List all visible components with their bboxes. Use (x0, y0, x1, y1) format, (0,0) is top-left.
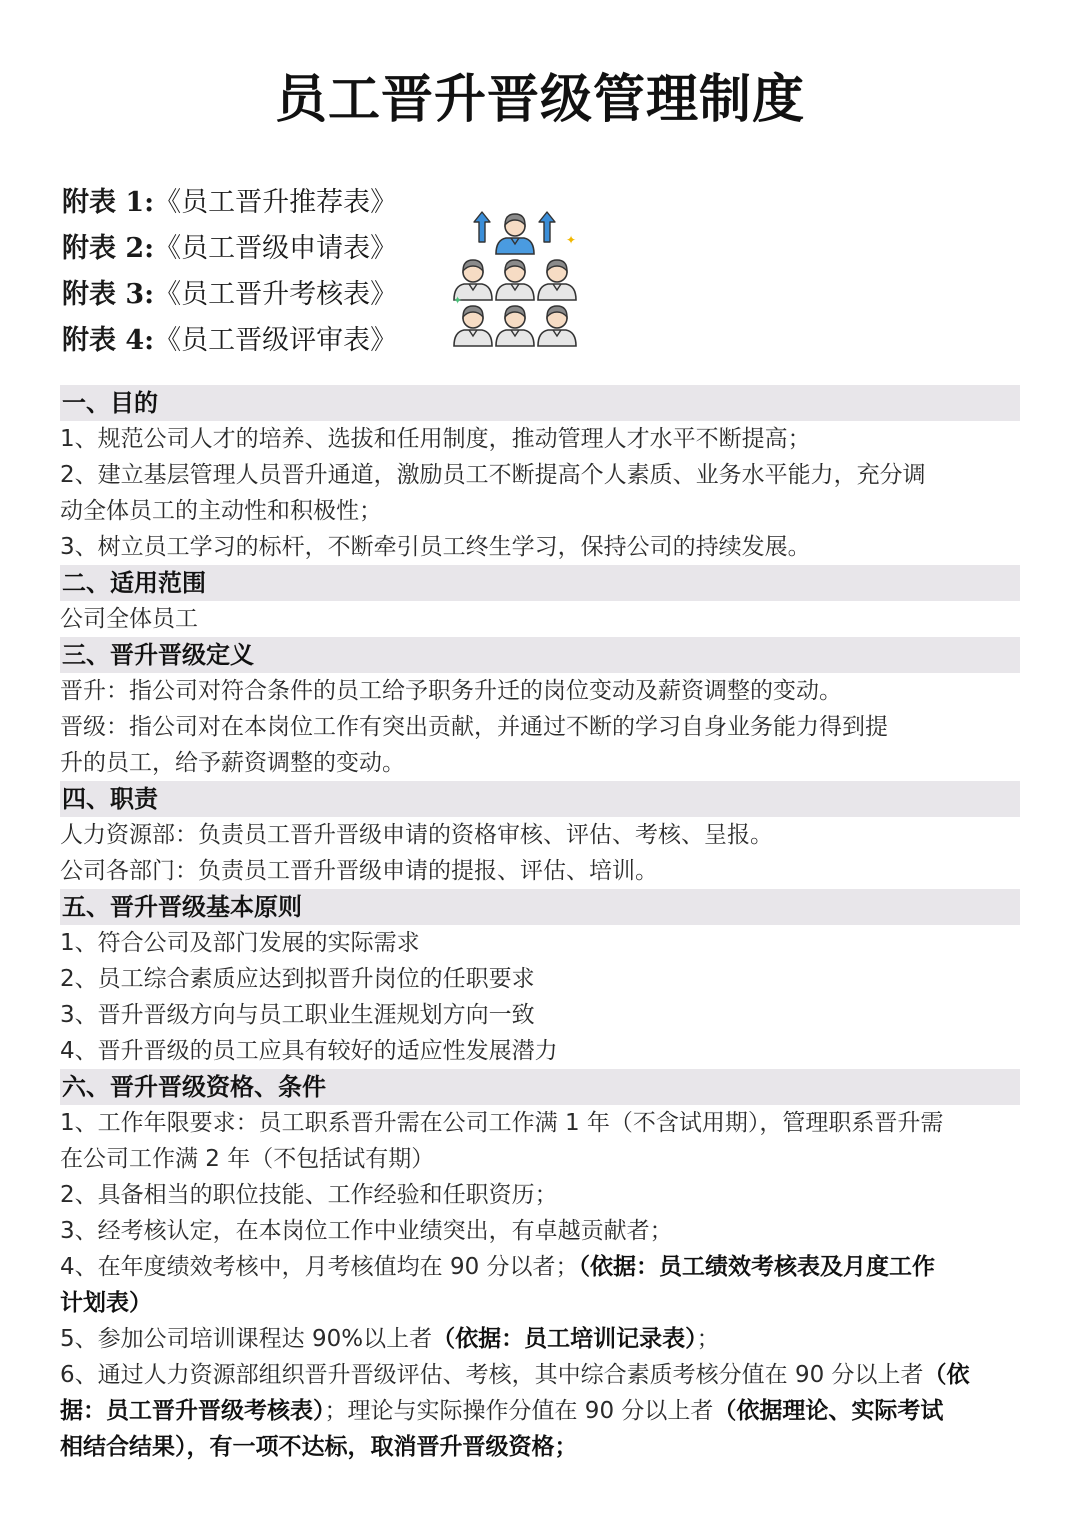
annex-label: 附表 2: (62, 233, 155, 264)
section-heading: 三、晋升晋级定义 (60, 637, 1020, 673)
annex-item (62, 226, 462, 272)
annex-item (62, 180, 462, 226)
promotion-people-icon (450, 200, 580, 350)
text-line: 2、建立基层管理人员晋升通道，激励员工不断提高个人素质、业务水平能力，充分调 (60, 462, 926, 488)
text-line: 人力资源部：负责员工晋升晋级申请的资格审核、评估、考核、呈报。 (60, 822, 773, 848)
basis-note: （依据：员工绩效考核表及月度工作 (578, 1254, 936, 1280)
section-heading: 二、适用范围 (60, 565, 1020, 601)
basis-note: （依据：员工培训记录表） (432, 1326, 697, 1352)
text-line: 晋级：指公司对在本岗位工作有突出贡献，并通过不断的学习自身业务能力得到提 (60, 714, 888, 740)
annex-label: 附表 1: (62, 187, 155, 218)
annex-item (62, 272, 462, 318)
text-line: 动全体员工的主动性和积极性； (60, 498, 382, 524)
text-line (60, 1429, 1020, 1465)
text-line: 3、晋升晋级方向与员工职业生涯规划方向一致 (60, 1002, 535, 1028)
svg-text:✦: ✦ (453, 294, 463, 307)
text-line (60, 1285, 1020, 1321)
basis-note: （依据理论、实际考试 (713, 1398, 944, 1424)
annex-name: 《员工晋升推荐表》 (154, 187, 398, 218)
text-line: 2、具备相当的职位技能、工作经验和任职资历； (60, 1182, 558, 1208)
text-line: 3、经考核认定，在本岗位工作中业绩突出，有卓越贡献者； (60, 1218, 673, 1244)
text-line: 1、符合公司及部门发展的实际需求 (60, 930, 420, 956)
basis-note: 计划表） (60, 1290, 152, 1316)
text-line: 在公司工作满 2 年（不包括试有期） (60, 1146, 435, 1172)
text-line: 公司各部门：负责员工晋升晋级申请的提报、评估、培训。 (60, 858, 658, 884)
annex-name: 《员工晋级评审表》 (154, 325, 398, 356)
text-segment: 6、通过人力资源部组织晋升晋级评估、考核，其中综合素质考核分值在 90 分以上者 (60, 1362, 924, 1388)
text-line: 公司全体员工 (60, 606, 198, 632)
section-heading: 五、晋升晋级基本原则 (60, 889, 1020, 925)
text-line (60, 1321, 1020, 1357)
text-line: 3、树立员工学习的标杆，不断牵引员工终生学习，保持公司的持续发展。 (60, 534, 811, 560)
svg-text:✦: ✦ (566, 233, 577, 247)
text-line: 晋升：指公司对符合条件的员工给予职务升迁的岗位变动及薪资调整的变动。 (60, 678, 842, 704)
text-line (60, 1393, 1020, 1429)
section-heading: 六、晋升晋级资格、条件 (60, 1069, 1020, 1105)
annex-name: 《员工晋升考核表》 (154, 279, 398, 310)
section-heading: 四、职责 (60, 781, 1020, 817)
basis-note: （依 (923, 1362, 970, 1388)
text-line (60, 1249, 1020, 1285)
text-segment: ；理论与实际操作分值在 90 分以上者 (324, 1398, 714, 1424)
text-line: 2、员工综合素质应达到拟晋升岗位的任职要求 (60, 966, 535, 992)
annex-name: 《员工晋级申请表》 (154, 233, 398, 264)
text-line (60, 1357, 1020, 1393)
section-heading: 一、目的 (60, 385, 1020, 421)
text-segment: 4、在年度绩效考核中，月考核值均在 90 分以者； (60, 1254, 579, 1280)
annex-label: 附表 3: (62, 279, 155, 310)
annex-label: 附表 4: (62, 325, 155, 356)
text-line: 4、晋升晋级的员工应具有较好的适应性发展潜力 (60, 1038, 558, 1064)
text-line: 1、规范公司人才的培养、选拔和任用制度，推动管理人才水平不断提高； (60, 426, 811, 452)
annex-list (62, 180, 462, 364)
basis-note: 据：员工晋升晋级考核表） (60, 1398, 325, 1424)
policy-content (60, 385, 1020, 1465)
basis-note: 相结合结果），有一项不达标，取消晋升晋级资格； (60, 1434, 578, 1460)
text-line: 1、工作年限要求：员工职系晋升需在公司工作满 1 年（不含试用期），管理职系晋升需 (60, 1110, 944, 1136)
text-segment: ； (696, 1326, 720, 1352)
page-title: 员工晋升晋级管理制度 (274, 69, 805, 130)
text-line: 升的员工，给予薪资调整的变动。 (60, 750, 405, 776)
text-segment: 5、参加公司培训课程达 90%以上者 (60, 1326, 433, 1352)
annex-item (62, 318, 462, 364)
